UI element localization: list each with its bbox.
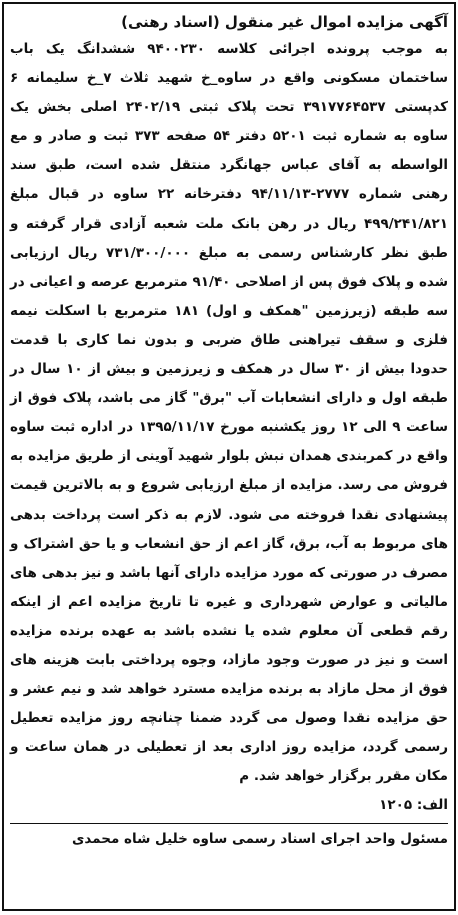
notice-body: به موجب پرونده اجرائی کلاسه ۹۴۰۰۲۳۰ ششدانگ یک باب ساختمان مسکونی واقع در ساوه_خ شهید ثلاث ۷_خ سلیمانه ۶ کدپستی ۳۹۱۷۷۶۴۵۳۷ تحت پلاک ثبتی ۲۴۰۲/۱۹ اصلی بخش یک ساوه به شماره ثبت ۵۲۰۱ دفتر ۵۴ صفحه ۳۷۳ ثبت و صادر و مع الواسطه به آقای عباس جهانگرد منتقل شده است، طبق سند رهنی شماره ۲۷۷۷-۹۴/۱۱/۱۳ دفترخانه ۲۲ ساوه در قبال مبلغ ۴۹۹/۲۴۱/۸۲۱ ریال در رهن بانک ملت شعبه آزادی قرار گرفته و طبق نظر کارشناس رسمی به مبلغ ۷۳۱/۳۰۰/۰۰۰ ریال ارزیابی شده و پلاک فوق پس از اصلاحی ۹۱/۴۰ مترمربع عرصه و اعیانی در سه طبقه (زیرزمین "همکف و اول) ۱۸۱ مترمربع با اسکلت نیمه فلزی و سقف تیراهنی طاق ضربی و بدون نما کاری با قدمت حدودا بیش از ۳۰ سال در همکف و زیرزمین و بیش از ۱۰ سال در طبقه اول و دارای انشعابات آب "برق" گاز می باشد، پلاک فوق از ساعت ۹ الی ۱۲ روز یکشنبه مورخ ۱۳۹۵/۱۱/۱۷ در اداره ثبت ساوه واقع در کمربندی همدان نبش بلوار شهید آوینی از طریق مزایده به فروش می رسد. مزایده از مبلغ ارزیابی شروع و به بالاترین قیمت پیشنهادی نقدا فروخته می شود. لازم به ذکر است پرداخت بدهی های مربوط به آب، برق، گاز اعم از حق انشعاب و یا حق اشتراک و مصرف در صورتی که مورد مزایده دارای آنها باشد و نیز بدهی های مالیاتی و عوارض شهرداری و غیره تا تاریخ مزایده اعم از اینکه رقم قطعی آن معلوم شده یا نشده باشد به عهده برنده مزایده است و نیز در صورت وجود مازاد، وجوه پرداختی بابت هزینه های فوق از محل مازاد به برنده مزایده مسترد خواهد شد و نیم عشر و حق مزایده نقدا وصول می گردد ضمنا چنانچه روز مزایده تعطیل رسمی گردد، مزایده روز اداری بعد از تعطیلی در همان ساعت و مکان مقرر برگزار خواهد شد. م	[10, 41, 449, 785]
notice-reference-code: الف: ۱۲۰۵	[379, 797, 448, 814]
divider-line	[10, 823, 448, 824]
notice-title: آگهی مزایده اموال غیر منقول (اسناد رهنی)	[121, 13, 448, 31]
auction-notice	[2, 2, 456, 911]
notice-signature: مسئول واحد اجرای اسناد رسمی ساوه خلیل شاه محمدی	[72, 831, 448, 848]
